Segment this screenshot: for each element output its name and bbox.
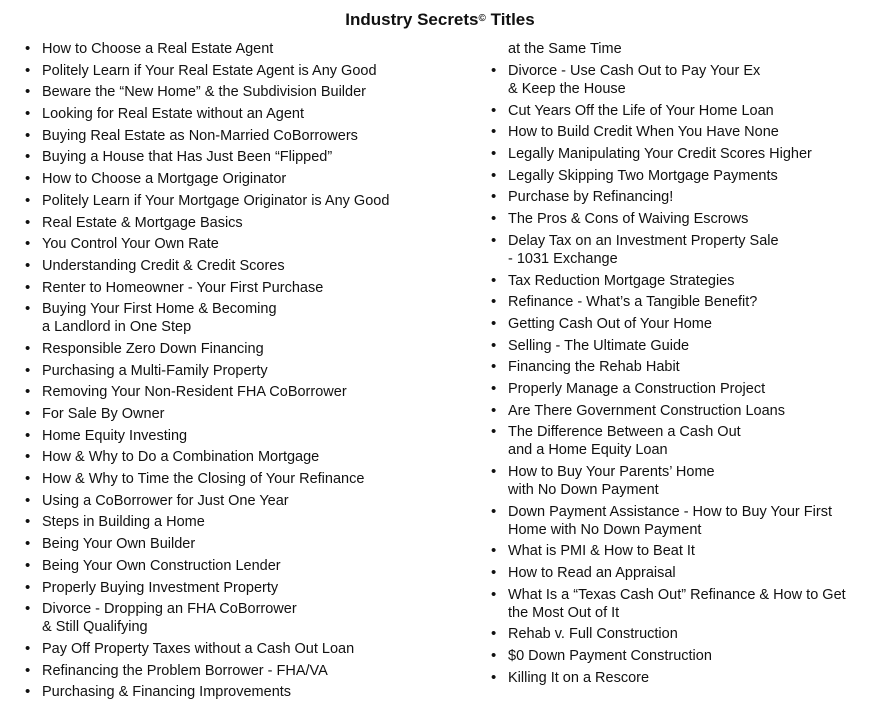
list-item-continuation <box>508 40 870 58</box>
list-item-line: a Landlord in One Step <box>42 319 192 336</box>
list-item-line: at the Same Time <box>508 41 622 57</box>
list-item-line: • Down Payment Assistance - How to Buy Your First <box>508 503 832 520</box>
list-item-line: • Properly Buying Investment Property <box>42 579 279 596</box>
list-item-line: • Refinance - What’s a Tangible Benefit? <box>508 294 758 311</box>
list-item <box>42 683 472 701</box>
list-item <box>508 123 870 141</box>
right-title-list <box>508 40 870 691</box>
title-main: Industry Secrets <box>345 10 479 29</box>
list-item-line: • Real Estate & Mortgage Basics <box>42 214 243 231</box>
list-item-line: • Being Your Own Construction Lender <box>42 557 281 574</box>
list-item <box>508 564 870 582</box>
list-item <box>42 535 472 553</box>
list-item-line: • $0 Down Payment Construction <box>508 648 712 665</box>
list-item <box>42 492 472 510</box>
list-item <box>42 340 472 358</box>
list-item <box>508 402 870 420</box>
list-item <box>508 188 870 206</box>
list-item-line: • Renter to Homeowner - Your First Purchase <box>42 279 324 296</box>
list-item <box>42 513 472 531</box>
list-item-line: & Still Qualifying <box>42 619 148 636</box>
list-item <box>42 427 472 445</box>
list-item-line: with No Down Payment <box>508 482 659 498</box>
list-item-line: • Steps in Building a Home <box>42 514 205 531</box>
list-item-line: • Financing the Rehab Habit <box>508 359 680 376</box>
list-item-line: • Purchasing & Financing Improvements <box>42 684 292 701</box>
list-item-line: • Divorce - Dropping an FHA CoBorrower <box>42 601 297 618</box>
list-item <box>42 105 472 123</box>
list-item <box>42 192 472 210</box>
list-item <box>508 542 870 560</box>
list-item <box>508 232 870 268</box>
list-item-line: • Pay Off Property Taxes without a Cash Out Loan <box>42 640 355 657</box>
list-item-line: • Killing It on a Rescore <box>508 669 650 686</box>
list-item-line: • How to Choose a Mortgage Originator <box>42 171 287 188</box>
list-item-line: • Buying Real Estate as Non-Married CoBorrowers <box>42 127 358 144</box>
list-item <box>508 102 870 120</box>
list-item <box>42 600 472 636</box>
list-item <box>508 380 870 398</box>
list-item-line: • What Is a “Texas Cash Out” Refinance & How to Get <box>508 586 846 603</box>
list-item-line: • What is PMI & How to Beat It <box>508 543 695 560</box>
list-item-line: • Cut Years Off the Life of Your Home Loan <box>508 102 774 119</box>
list-item-line: • The Difference Between a Cash Out <box>508 424 741 441</box>
list-item <box>508 625 870 643</box>
list-item <box>508 293 870 311</box>
list-item <box>42 362 472 380</box>
list-item <box>42 148 472 166</box>
list-item <box>508 647 870 665</box>
list-item <box>42 40 472 58</box>
list-item-line: and a Home Equity Loan <box>508 442 668 459</box>
list-item-line: • Responsible Zero Down Financing <box>42 340 264 357</box>
list-item <box>508 358 870 376</box>
page-title <box>0 9 880 31</box>
list-item-line: • Divorce - Use Cash Out to Pay Your Ex <box>508 63 761 79</box>
list-item <box>42 300 472 336</box>
list-item-line: • Selling - The Ultimate Guide <box>508 337 690 354</box>
list-item-line: • Buying Your First Home & Becoming <box>42 301 277 318</box>
list-item <box>42 557 472 575</box>
list-item-line: the Most Out of It <box>508 604 620 621</box>
list-item-line: • Politely Learn if Your Real Estate Agent is Any Good <box>42 62 377 79</box>
list-item <box>42 448 472 466</box>
list-item <box>508 503 870 539</box>
title-suffix: Titles <box>485 10 535 29</box>
list-item-line: • Purchase by Refinancing! <box>508 189 674 206</box>
list-item <box>42 640 472 658</box>
list-item <box>508 145 870 163</box>
list-item <box>42 214 472 232</box>
list-item-line: • Getting Cash Out of Your Home <box>508 315 712 332</box>
list-item-line: • How & Why to Time the Closing of Your Refinance <box>42 471 365 488</box>
list-item-line: • How to Choose a Real Estate Agent <box>42 41 274 57</box>
list-item <box>508 586 870 622</box>
list-item-line: - 1031 Exchange <box>508 250 618 267</box>
list-item-line: • Politely Learn if Your Mortgage Originator is Any Good <box>42 192 390 209</box>
list-item-line: • Beware the “New Home” & the Subdivision Builder <box>42 84 366 101</box>
list-item <box>508 669 870 687</box>
list-item-line: • How to Buy Your Parents’ Home <box>508 464 715 480</box>
list-item-line: • The Pros & Cons of Waiving Escrows <box>508 211 749 228</box>
list-item <box>508 337 870 355</box>
list-item <box>42 257 472 275</box>
list-item-line: • How to Build Credit When You Have None <box>508 124 779 141</box>
list-item-line: & Keep the House <box>508 81 626 97</box>
list-item-line: • Removing Your Non-Resident FHA CoBorrower <box>42 384 347 401</box>
list-item-line: • Rehab v. Full Construction <box>508 626 678 643</box>
list-item-line: • Looking for Real Estate without an Agent <box>42 106 304 123</box>
list-item <box>508 272 870 290</box>
list-item-line: • Delay Tax on an Investment Property Sale <box>508 232 779 249</box>
list-item-line: • Properly Manage a Construction Project <box>508 380 766 397</box>
list-item-line: • Using a CoBorrower for Just One Year <box>42 492 289 509</box>
list-item <box>42 83 472 101</box>
list-item-line: • Legally Skipping Two Mortgage Payments <box>508 167 778 184</box>
list-item <box>508 315 870 333</box>
list-item-line: Home with No Down Payment <box>508 521 702 538</box>
copyright-mark: © <box>478 13 486 24</box>
list-item-line: • Refinancing the Problem Borrower - FHA/VA <box>42 662 328 679</box>
list-item-line: • Tax Reduction Mortgage Strategies <box>508 272 735 289</box>
list-item <box>42 279 472 297</box>
list-item <box>42 383 472 401</box>
list-item-line: • You Control Your Own Rate <box>42 236 219 253</box>
list-item <box>42 405 472 423</box>
list-item <box>42 662 472 680</box>
list-item-line: • How to Read an Appraisal <box>508 565 676 582</box>
list-item <box>508 463 870 499</box>
list-item <box>42 170 472 188</box>
list-item-line: • How & Why to Do a Combination Mortgage <box>42 449 320 466</box>
list-item <box>508 210 870 228</box>
list-item <box>508 62 870 98</box>
left-title-list <box>42 40 472 705</box>
list-item-line: • Being Your Own Builder <box>42 536 196 553</box>
list-item <box>42 62 472 80</box>
list-item <box>508 423 870 459</box>
list-item-line: • Legally Manipulating Your Credit Scores Higher <box>508 146 812 163</box>
list-item <box>42 127 472 145</box>
list-item-line: • Are There Government Construction Loans <box>508 402 785 419</box>
list-item-line: • Buying a House that Has Just Been “Flipped” <box>42 149 333 166</box>
list-item-line: • Home Equity Investing <box>42 427 188 444</box>
list-item-line: • Understanding Credit & Credit Scores <box>42 257 285 274</box>
list-item <box>508 167 870 185</box>
list-item <box>42 470 472 488</box>
list-item <box>42 579 472 597</box>
list-item-line: • Purchasing a Multi-Family Property <box>42 362 268 379</box>
list-item-line: • For Sale By Owner <box>42 406 165 422</box>
list-item <box>42 235 472 253</box>
